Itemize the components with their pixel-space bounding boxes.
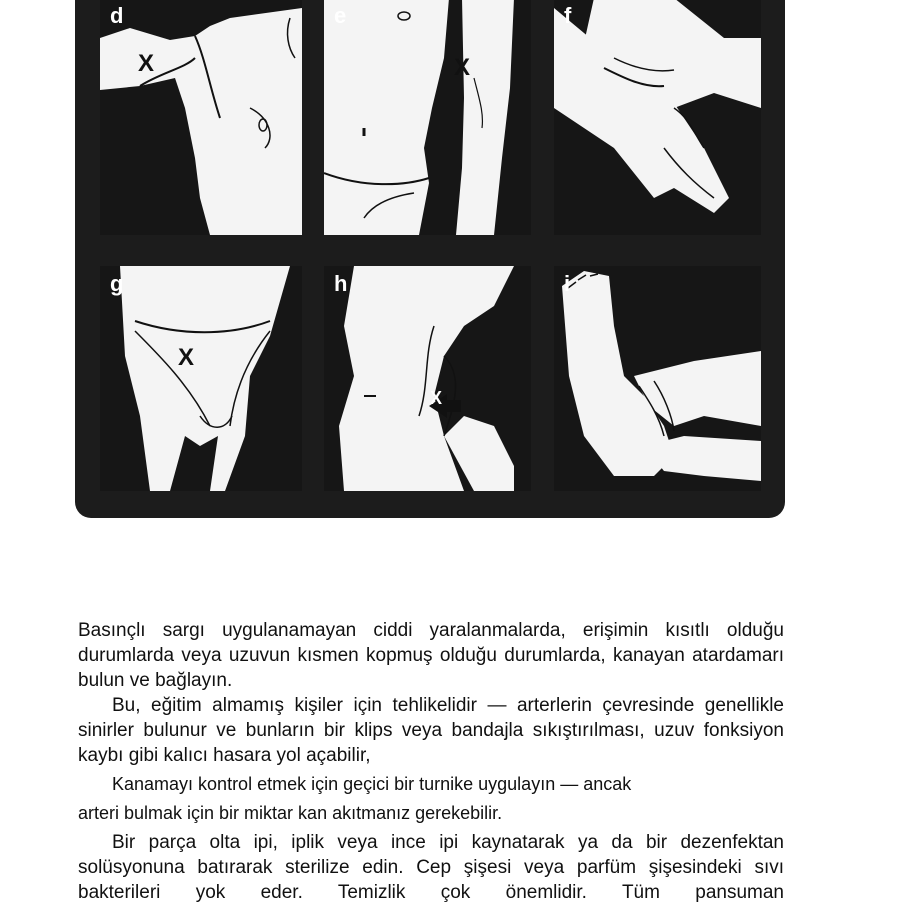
panel-label: h (334, 271, 348, 296)
panel-label: f (564, 3, 572, 28)
wrist-illustration (554, 0, 761, 235)
pressure-point-mark: X (430, 388, 443, 408)
panel-i (554, 266, 761, 491)
pressure-point-mark: X (178, 344, 195, 371)
panel-d (100, 0, 302, 235)
body-text (78, 618, 784, 905)
shoulder-illustration (100, 0, 302, 235)
knee-illustration (324, 266, 531, 491)
panel-f (554, 0, 761, 235)
paragraph-3: Kanamayı kontrol etmek için geçici bir turnike uygulayın — ancak (112, 774, 632, 794)
paragraph-5: Bir parça olta ipi, iplik veya ince ipi kaynatarak ya da bir dezenfektan solüsyonuna batırarak sterilize edin. Cep şişesi veya parfüm şişesindeki sıvı bakterileri yok eder. Temizlik çok önemlidir. Tüm pansuman (78, 832, 784, 903)
torso-arm-illustration (324, 0, 531, 235)
panel-label: d (110, 3, 124, 28)
panel-label: g (110, 271, 124, 296)
panel-g (100, 266, 302, 491)
first-aid-figure (75, 0, 785, 518)
paragraph-2: Bu, eğitim almamış kişiler için tehlikelidir — arterlerin çevresinde genellikle sinirler bulunur ve bunların bir klips veya bandajla sıkıştırılması, uzuv fonksiyon kaybı gibi kalıcı hasara yol açabilir, (78, 695, 784, 766)
pressure-point-mark: X (138, 50, 155, 77)
panel-label: i (564, 271, 571, 296)
panel-e (324, 0, 531, 235)
ankle-illustration (554, 266, 761, 491)
paragraph-1: Basınçlı sargı uygulanamayan ciddi yaralanmalarda, erişimin kısıtlı olduğu durumlarda veya uzuvun kısmen kopmuş olduğu durumlarda, kanayan atardamarı bulun ve bağlayın. (78, 620, 784, 691)
groin-illustration (100, 266, 302, 491)
panel-label: e (334, 3, 347, 28)
pressure-point-mark: X (454, 54, 471, 81)
paragraph-4: arteri bulmak için bir miktar kan akıtmanız gerekebilir. (78, 803, 503, 823)
panel-h (324, 266, 531, 491)
